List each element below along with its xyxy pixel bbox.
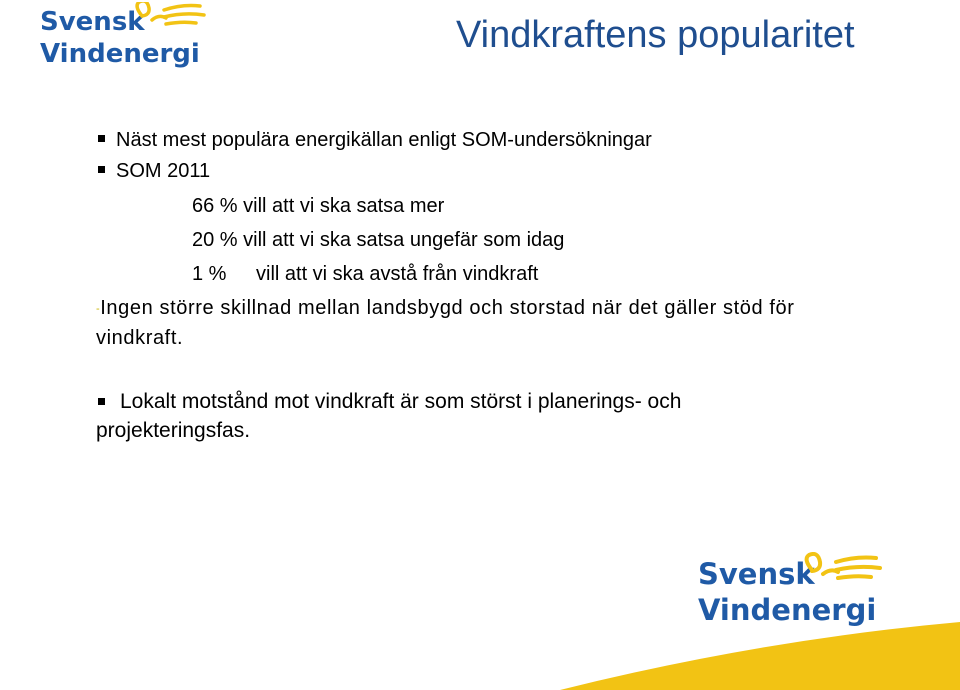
page-title: Vindkraftens popularitet xyxy=(456,14,855,56)
dash-marker: - xyxy=(96,303,101,315)
logo-line1: Svensk xyxy=(698,557,815,591)
sub-item: 20 % vill att vi ska satsa ungefär som idag xyxy=(192,229,565,251)
logo-line2: Vindenergi xyxy=(40,39,200,69)
ingen-line: vindkraft. xyxy=(96,327,184,349)
sub-item: vill att vi ska avstå från vindkraft xyxy=(256,263,539,285)
svensk-vindenergi-logo-bottom xyxy=(696,552,896,632)
sub-item: 66 % vill att vi ska satsa mer xyxy=(192,195,445,217)
bullet-text: Näst mest populära energikällan enligt SOM-undersökningar xyxy=(116,129,652,151)
bullet-text: projekteringsfas. xyxy=(96,419,251,442)
bullet-text: SOM 2011 xyxy=(116,160,211,182)
wind-swirl-icon xyxy=(807,554,880,578)
ingen-text: Ingen större skillnad mellan landsbygd och storstad när det gäller stöd för xyxy=(100,297,795,319)
sub-item-percent: 1 % xyxy=(192,263,227,285)
logo-line1: Svensk xyxy=(40,7,145,37)
bullet-text: Lokalt motstånd mot vindkraft är som störst i planerings- och xyxy=(120,390,682,413)
logo-line2: Vindenergi xyxy=(698,593,877,627)
